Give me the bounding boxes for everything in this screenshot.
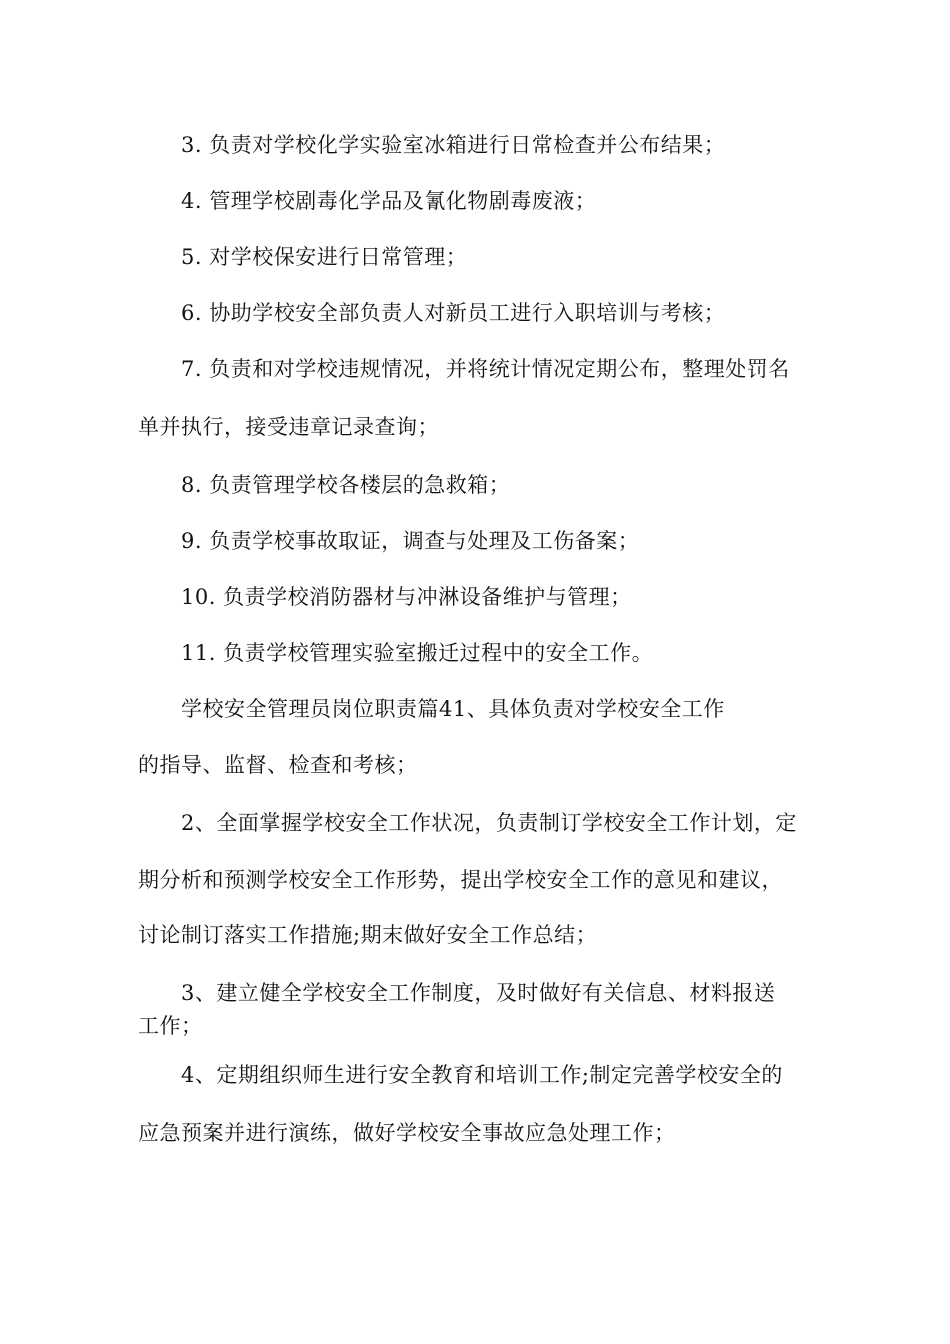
paragraph-line: 7. 负责和对学校违规情况，并将统计情况定期公布，整理处罚名 (181, 357, 790, 381)
paragraph-line: 4、定期组织师生进行安全教育和培训工作;制定完善学校安全的 (181, 1063, 783, 1087)
paragraph-line: 3、建立健全学校安全工作制度，及时做好有关信息、材料报送 (181, 981, 776, 1005)
paragraph-line: 11. 负责学校管理实验室搬迁过程中的安全工作。 (181, 641, 654, 665)
paragraph-line: 5. 对学校保安进行日常管理； (181, 245, 468, 269)
paragraph-line: 工作； (138, 1014, 203, 1038)
paragraph-line: 9. 负责学校事故取证，调查与处理及工伤备案； (181, 529, 640, 553)
paragraph-line: 2、全面掌握学校安全工作状况，负责制订学校安全工作计划，定 (181, 811, 797, 835)
paragraph-line: 3. 负责对学校化学实验室冰箱进行日常检查并公布结果； (181, 133, 726, 157)
paragraph-line: 学校安全管理员岗位职责篇41、具体负责对学校安全工作 (181, 697, 725, 721)
paragraph-line: 期分析和预测学校安全工作形势，提出学校安全工作的意见和建议， (138, 868, 783, 892)
paragraph-line: 6. 协助学校安全部负责人对新员工进行入职培训与考核； (181, 301, 726, 325)
paragraph-line: 10. 负责学校消防器材与冲淋设备维护与管理； (181, 585, 632, 609)
paragraph-line: 8. 负责管理学校各楼层的急救箱； (181, 473, 511, 497)
paragraph-line: 应急预案并进行演练，做好学校安全事故应急处理工作； (138, 1121, 676, 1145)
paragraph-line: 的指导、监督、检查和考核； (138, 753, 418, 777)
paragraph-line: 讨论制订落实工作措施;期末做好安全工作总结； (138, 923, 598, 947)
paragraph-line: 4. 管理学校剧毒化学品及氰化物剧毒废液； (181, 189, 597, 213)
paragraph-line: 单并执行，接受违章记录查询； (138, 415, 439, 439)
